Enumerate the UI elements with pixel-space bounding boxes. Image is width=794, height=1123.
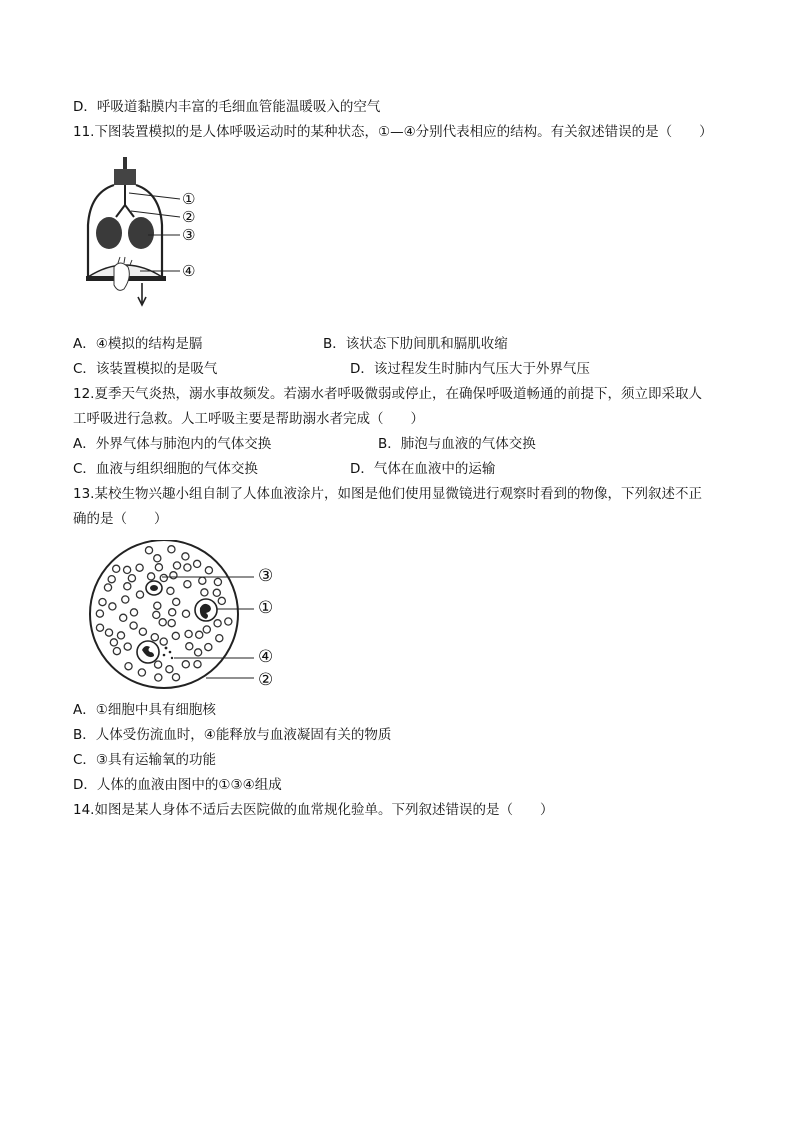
- q13-stem-line2: 确的是（ ）: [73, 511, 168, 527]
- pull-down-arrow: [138, 283, 146, 305]
- q12-stem-line1: 12.夏季天气炎热，溺水事故频发。若溺水者呼吸微弱或停止，在确保呼吸道畅通的前提下，须立即采取人: [73, 386, 702, 402]
- q13-label-2: ②: [258, 670, 274, 690]
- q12-option-b: B．肺泡与血液的气体交换: [378, 436, 536, 452]
- right-lung: [128, 217, 154, 249]
- q13-option-b: B．人体受伤流血时，④能释放与血液凝固有关的物质: [73, 727, 392, 743]
- red-blood-cell-highlighted: [146, 581, 162, 595]
- leader-2: [131, 211, 180, 217]
- q11-option-b: B．该状态下肋间肌和膈肌收缩: [323, 336, 508, 352]
- q11-option-c: C．该装置模拟的是吸气: [73, 361, 218, 377]
- q12-option-a: A．外界气体与肺泡内的气体交换: [73, 436, 272, 452]
- q11-label-1: ①: [182, 190, 196, 208]
- q13-option-c: C．③具有运输氧的功能: [73, 752, 217, 768]
- q13-stem-line1: 13.某校生物兴趣小组自制了人体血液涂片，如图是他们使用显微镜进行观察时看到的物像，下列叙述不正: [73, 486, 702, 502]
- q10-option-d: D．呼吸道黏膜内丰富的毛细血管能温暖吸入的空气: [73, 99, 381, 115]
- q12-option-d: D．气体在血液中的运输: [350, 461, 496, 477]
- q13-option-d: D．人体的血液由图中的①③④组成: [73, 777, 282, 793]
- glass-tube: [123, 157, 127, 169]
- blood-smear-figure: [86, 540, 286, 696]
- q11-stem: 11.下图装置模拟的是人体呼吸运动时的某种状态，①—④分别代表相应的结构。有关叙述错误的是（ ）: [73, 124, 713, 140]
- q11-option-a: A．④模拟的结构是膈: [73, 336, 203, 352]
- respiration-bell-jar-figure: [76, 155, 226, 315]
- q12-option-c: C．血液与组织细胞的气体交换: [73, 461, 258, 477]
- q11-option-d: D．该过程发生时肺内气压大于外界气压: [350, 361, 590, 377]
- q11-label-3: ③: [182, 226, 196, 244]
- q14-stem: 14.如图是某人身体不适后去医院做的血常规化验单。下列叙述错误的是（ ）: [73, 802, 554, 818]
- q11-label-4: ④: [182, 262, 196, 280]
- hand-shape: [114, 263, 129, 290]
- rubber-stopper: [114, 169, 136, 185]
- q13-option-a: A．①细胞中具有细胞核: [73, 702, 216, 718]
- trachea: [116, 185, 134, 217]
- q13-label-3: ③: [258, 566, 274, 586]
- white-blood-cell-1: [195, 599, 217, 621]
- q13-label-4: ④: [258, 647, 274, 667]
- q11-label-2: ②: [182, 208, 196, 226]
- white-blood-cell-2: [137, 641, 159, 663]
- left-lung: [96, 217, 122, 249]
- q12-stem-line2: 工呼吸进行急救。人工呼吸主要是帮助溺水者完成（ ）: [73, 411, 424, 427]
- q13-label-1: ①: [258, 598, 274, 618]
